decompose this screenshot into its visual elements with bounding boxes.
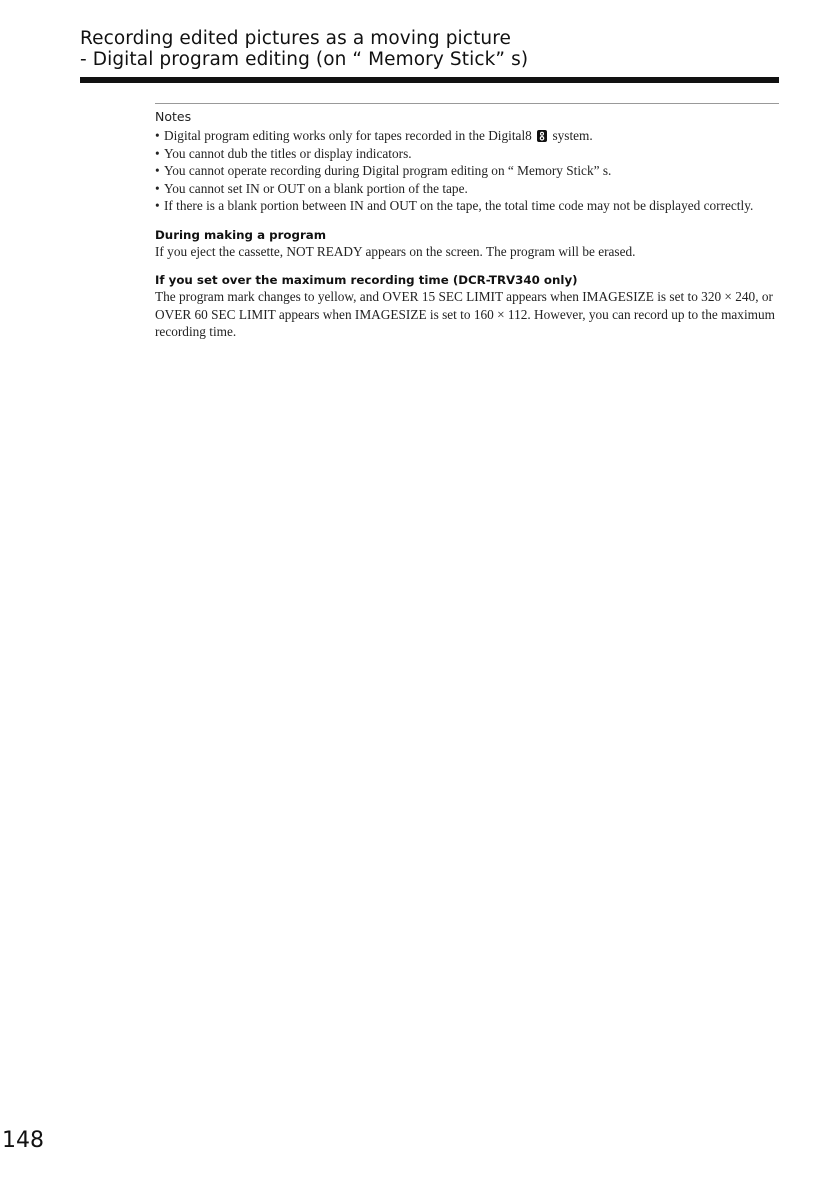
note-text: system. [552, 128, 593, 143]
bullet-icon: • [155, 128, 160, 143]
note-item [155, 162, 779, 180]
section-heading: If you set over the maximum recording time (DCR-TRV340 only) [155, 273, 578, 287]
notes-list [155, 127, 779, 215]
digital8-icon [537, 130, 547, 142]
page-header [80, 28, 780, 70]
bullet-icon: • [155, 198, 160, 213]
note-text: You cannot operate recording during Digital program editing on “ Memory Stick” s. [164, 163, 612, 178]
note-item [155, 145, 779, 163]
section-max-recording-time [155, 272, 779, 341]
main-content [155, 103, 779, 341]
note-text: Digital program editing works only for tapes recorded in the Digital8 [164, 128, 532, 143]
note-text: If there is a blank portion between IN and OUT on the tape, the total time code may not be displayed correctly. [164, 198, 754, 213]
page-subtitle: - Digital program editing (on “ Memory Stick” s) [80, 49, 529, 70]
page-number: 148 [2, 1128, 44, 1153]
note-text: You cannot set IN or OUT on a blank portion of the tape. [164, 180, 468, 196]
notes-heading: Notes [155, 109, 192, 124]
content-divider [155, 103, 779, 104]
section-body: The program mark changes to yellow, and OVER 15 SEC LIMIT appears when IMAGESIZE is set to 320 × 240, or OVER 60 SEC LIMIT appears when IMAGESIZE is set to 160 × 112. However, you can record up to the maximum recording time. [155, 289, 775, 339]
section-body: If you eject the cassette, NOT READY appears on the screen. The program will be erased. [155, 243, 636, 259]
bullet-icon: • [155, 145, 160, 161]
section-heading: During making a program [155, 227, 327, 242]
note-item [155, 197, 779, 215]
note-text: You cannot dub the titles or display indicators. [164, 145, 412, 161]
page-title: Recording edited pictures as a moving picture [80, 28, 512, 49]
bullet-icon: • [155, 180, 160, 196]
note-item [155, 180, 779, 198]
note-item [155, 127, 779, 145]
bullet-icon: • [155, 163, 160, 178]
section-making-program [155, 227, 779, 261]
header-rule [80, 77, 779, 83]
